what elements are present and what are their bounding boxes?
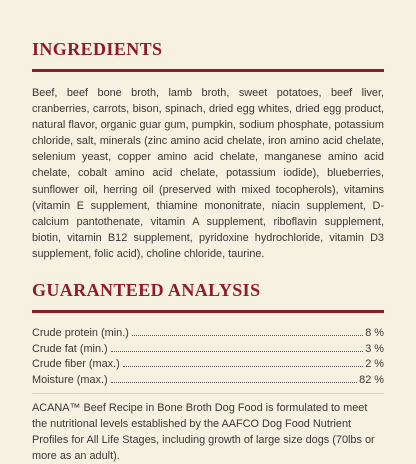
dot-leader [111,382,358,383]
nutrition-panel [32,38,384,464]
dot-leader [111,351,364,352]
analysis-value: 8 % [365,327,384,340]
analysis-row-crude-fiber [32,357,384,373]
ingredients-divider [32,69,384,72]
aafco-statement: ACANA™ Beef Recipe in Bone Broth Dog Food is formulated to meet the nutritional levels established by the AAFCO Dog Food Nutrient Profiles for All Life Stages, including growth of large size dogs (70lbs or more as an adult). [32,393,384,464]
dot-leader [123,366,363,367]
analysis-row-moisture [32,373,384,389]
guaranteed-analysis-heading: GUARANTEED ANALYSIS [32,280,261,301]
analysis-value: 82 % [359,373,384,386]
dot-leader [132,335,363,336]
analysis-row-crude-protein [32,326,384,342]
analysis-label: Crude fiber (max.) [32,358,120,371]
analysis-label: Crude protein (min.) [32,327,129,340]
analysis-label: Moisture (max.) [32,373,108,386]
ingredients-section [32,38,384,262]
ingredients-list: Beef, beef bone broth, lamb broth, sweet potatoes, beef liver, cranberries, carrots, bison, spinach, dried egg whites, dried egg product, natural flavor, organic guar gum, pumpkin, sodium phosphate, potassium chloride, salt, minerals (zinc amino acid chelate, iron amino acid chelate, selenium yeast, copper amino acid chelate, manganese amino acid chelate, cobalt amino acid chelate, potassium iodide), blueberries, sunflower oil, herring oil (preserved with mixed tocopherols), vitamins (vitamin E supplement, thiamine mononitrate, niacin supplement, D-calcium pantothenate, vitamin A supplement, riboflavin supplement, biotin, vitamin B12 supplement, pyridoxine hydrochloride, vitamin D3 supplement, folic acid), choline chloride, taurine. [32,87,384,260]
analysis-row-crude-fat [32,342,384,358]
guaranteed-analysis-section [32,279,384,464]
analysis-table [32,326,384,388]
analysis-value: 2 % [365,358,384,371]
ingredients-heading: INGREDIENTS [32,39,163,59]
guaranteed-analysis-divider [32,310,384,313]
analysis-label: Crude fat (min.) [32,342,108,355]
analysis-value: 3 % [365,342,384,355]
